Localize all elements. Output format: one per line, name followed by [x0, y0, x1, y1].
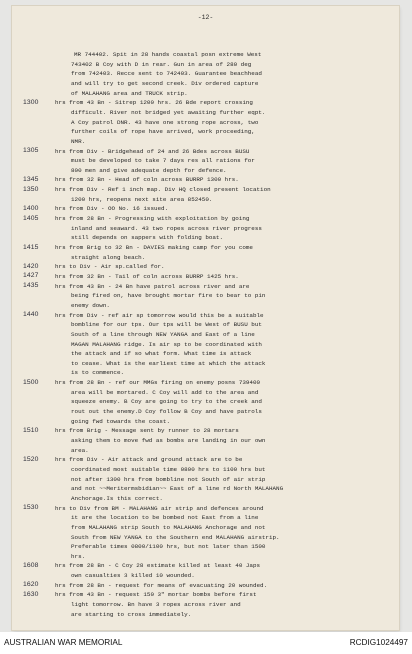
entry-text-line: enemy down. [71, 301, 110, 309]
entry-time: 1345 [23, 175, 39, 183]
entry-time: 1405 [23, 214, 39, 222]
entry-text-line: from 742403. Recce sent to 742403. Guarantee beachhead [71, 70, 262, 78]
entry-text-first-line: hrs from 32 Bn - Head of coln across BURRP 1300 hrs. [55, 176, 239, 184]
entry-text-line: straight along beach. [71, 253, 146, 261]
entry-text-line: NMR. [71, 137, 86, 145]
entry-text-first-line: hrs from 43 Bn - Sitrep 1200 hrs. 26 Bde report crossing [55, 99, 253, 107]
entry-text-line: inland and seaward. 43 two ropes across river progress [71, 224, 262, 232]
entry-text-line: to cease. What is the earliest time at which the attack [71, 359, 266, 367]
entry-text-line: area. [71, 446, 89, 454]
entry-time: 1300 [23, 98, 39, 106]
entry-time: 1427 [23, 272, 39, 280]
entry-text-line: it are the location to be bombed not East from a line [71, 514, 259, 522]
entry-text-line: the attack and if so what form. What time is attack [71, 350, 252, 358]
entry-text-line: area will be mortared. C Coy will add to the area and [71, 388, 259, 396]
entry-text-line: Anchorage.Is this correct. [71, 494, 163, 502]
entry-text-line: South from NEW YANGA to the Southern end MALAHANG airstrip. [71, 533, 280, 541]
entry-text-line: hrs. [71, 552, 86, 560]
entry-time: 1400 [23, 204, 39, 212]
entry-text-first-line: hrs from 32 Bn - Tail of coln across BURRP 1425 hrs. [55, 272, 239, 280]
entry-text-first-line: hrs from Div - Ref 1 inch map. Div HQ closed present location [55, 186, 271, 194]
entry-text-first-line: hrs from 43 Bn - 24 Bn have patrol across river and are [55, 282, 250, 290]
entry-text-line: light tomorrow. Bn have 3 ropes across river and [71, 601, 241, 609]
entry-text-first-line: hrs from Div - Air attack and ground attack are to be [55, 456, 243, 464]
footer-institution: AUSTRALIAN WAR MEMORIAL [4, 638, 123, 647]
entry-time: 1530 [23, 504, 39, 512]
entry-text-first-line: hrs from Div - Bridgehead of 24 and 26 Bdes across BUSU [55, 147, 250, 155]
entry-text-line: 1200 hrs, reopens next site area 852450. [71, 195, 213, 203]
entry-text-first-line: hrs from 28 Bn - Progressing with exploitation by going [55, 215, 250, 223]
entry-text-line: own casualties 3 killed 10 wounded. [71, 572, 195, 580]
entry-text-line: difficult. River not bridged yet awaiting further eqpt. [71, 108, 266, 116]
entry-time: 1420 [23, 262, 39, 270]
entry-text-line: 743402 B Coy with D in rear. Gun in area of 280 deg [71, 60, 252, 68]
entry-text-first-line: hrs from 43 Bn - request 150 3" mortar bombs before first [55, 591, 257, 599]
entry-time: 1608 [23, 561, 39, 569]
entry-time: 1630 [23, 590, 39, 598]
entry-text-line: must be developed to take 7 days res all rations for [71, 157, 255, 165]
entry-text-first-line: hrs from Brig - Message sent by runner to 28 mortars [55, 427, 239, 435]
entry-text-line: 800 men and give adequate depth for defence. [71, 166, 227, 174]
entry-time: 1510 [23, 426, 39, 434]
entry-text-line: bombline for our tps. Our tps will be West of BUSU but [71, 321, 262, 329]
entry-text-first-line: hrs from 28 Bn - request for means of evacuating 20 wounded. [55, 581, 268, 589]
entry-time: 1415 [23, 243, 39, 251]
entry-text-line: of MALAHANG area and TRUCK strip. [71, 89, 188, 97]
entry-text-line: are starting to cross immediately. [71, 610, 192, 618]
entry-text-line: asking them to move fwd as bombs are landing in our own [71, 437, 266, 444]
war-diary-log [12, 6, 399, 630]
entry-text-line: being fired on, have brought mortar fire to bear to pin [71, 292, 266, 300]
entry-text-line: going fwd towards the coast. [71, 417, 170, 425]
entry-text-first-line: hrs from Div - ref air sp tomorrow would this be a suitable [55, 311, 264, 319]
page-number: -12- [197, 14, 214, 21]
entry-text-first-line: hrs from Div - OO No. 16 issued. [55, 205, 169, 213]
entry-text-line: from MALAHANG strip South to MALAHANG Anchorage and not [71, 523, 266, 531]
entry-text-line: coordinated most suitable time 0800 hrs to 1100 hrs but [71, 465, 266, 473]
entry-time: 1520 [23, 455, 39, 463]
entry-text-line: squeeze enemy. B Coy are going to try to the creek and [71, 398, 262, 406]
entry-time: 1440 [23, 311, 39, 319]
entry-text-line: MAGAN MALAHANG ridge. Is air sp to be coordinated with [71, 340, 262, 348]
footer-record-id: RCDIG1024497 [349, 638, 408, 647]
entry-text-line: South of a line through NEW YANGA and East of a line [71, 330, 255, 338]
entry-time: 1620 [23, 581, 39, 589]
entry-text-line: A Coy patrol DNR. 43 have one strong rope across, two [71, 118, 259, 126]
entry-text-first-line: hrs to Div - Air sp.called for. [55, 263, 165, 271]
entry-text-line: not after 1300 hrs from bombline not South of air strip [71, 475, 266, 483]
entry-text-first-line: hrs from 28 Bn - ref our MMGs firing on enemy posns 739400 [55, 379, 261, 387]
entry-text-line: further coils of rope have arrived, work proceeding, [71, 128, 255, 136]
entry-text-line: and not ~~Meritermsbidian~~ East of a line rd North MALAHANG [71, 485, 284, 493]
entry-time: 1435 [23, 282, 39, 290]
archive-footer [0, 632, 412, 654]
entry-time: 1305 [23, 147, 39, 154]
entry-text-line: rout out the enemy.D Coy follow B Coy and have patrols [71, 408, 262, 416]
entry-text-line: MR 744402. Spit in 28 hands coastal posn extreme West [74, 51, 262, 58]
entry-text-first-line: hrs to Div from BM - MALAHANG air strip and defences around [55, 504, 264, 512]
document-page [12, 6, 399, 630]
entry-text-line: is to commence. [71, 369, 125, 377]
entry-time: 1500 [23, 378, 39, 386]
entry-text-line: still depends on sappers with folding boat. [71, 234, 224, 242]
entry-time: 1350 [23, 185, 39, 193]
entry-text-first-line: hrs from Brig to 32 Bn - DAVIES making camp for you come [55, 244, 253, 251]
entry-text-line: and will try to get second creek. Div ordered capture [71, 79, 259, 87]
entry-text-line: Preferable times 0800/1100 hrs, but not later than 1500 [71, 543, 266, 551]
entry-text-first-line: hrs from 28 Bn - C Coy 28 estimate killed at least 40 Japs [55, 562, 261, 570]
